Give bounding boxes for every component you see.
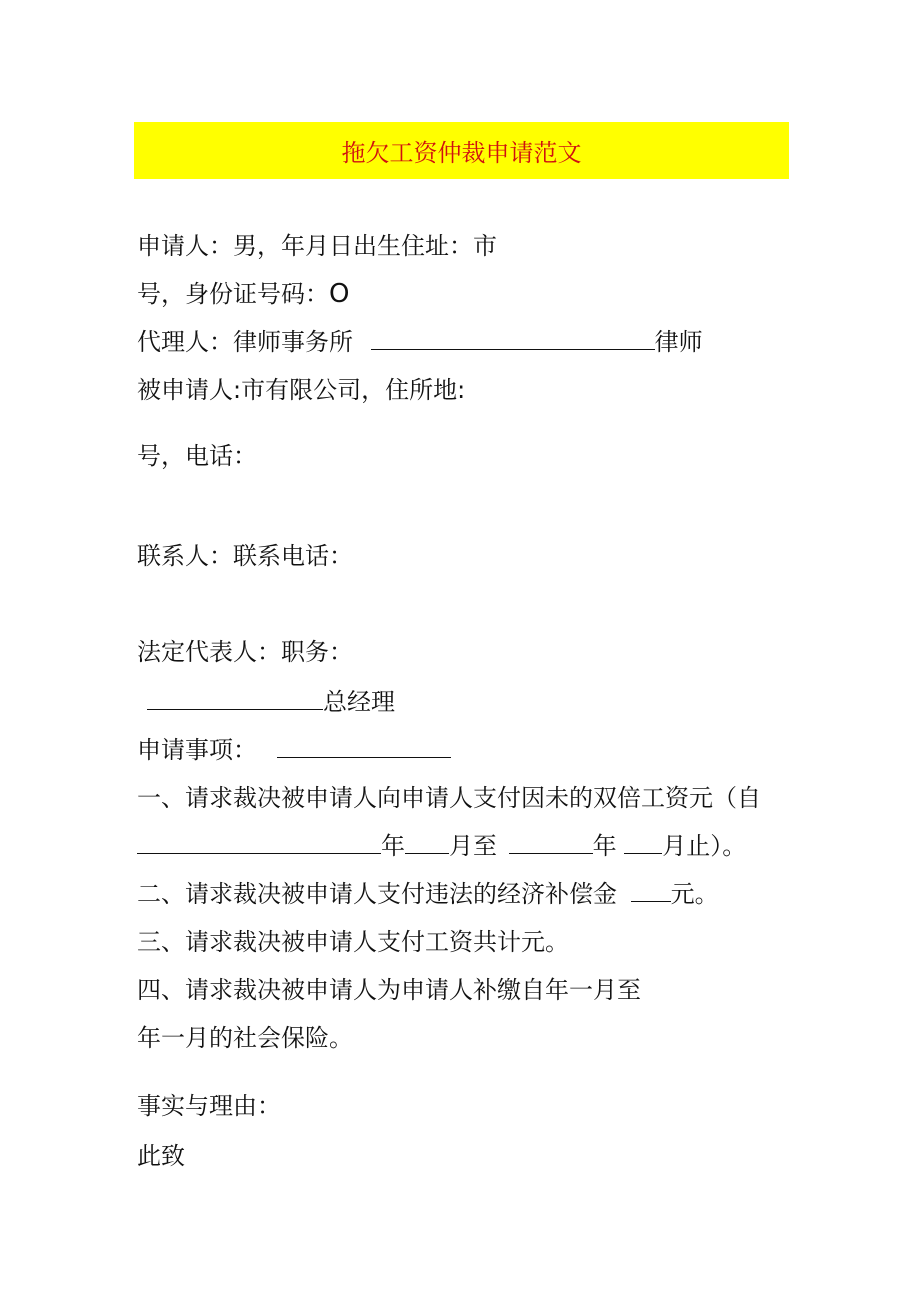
item-1-month-to-label: 月至 [449,832,497,860]
item-2-amount-blank [631,879,671,902]
agent-suffix: 律师 [654,328,703,356]
id-number-value: O [329,279,350,309]
items-heading-blank [277,735,451,758]
items-heading-line [137,734,451,766]
item-1-end-label: 月止）。 [662,832,747,860]
facts-heading: 事实与理由： [137,1092,281,1120]
contact-line: 联系人：联系电话： [137,542,353,570]
item-1-end-year-blank [509,831,593,854]
item-2-text: 二、请求裁决被申请人支付违法的经济补偿金 [137,880,617,908]
manager-line [147,686,395,718]
item-4-continuation-line: 年一月的社会保险。 [137,1024,353,1052]
agent-label: 代理人：律师事务所 [137,328,353,356]
item-2-line [137,878,719,910]
id-number-line [137,278,349,310]
item-4-line: 四、请求裁决被申请人为申请人补缴自年一月至 [137,976,641,1004]
document-title: 拖欠工资仲裁申请范文 [341,139,582,167]
item-1-year-label: 年 [381,832,405,860]
manager-name-blank [147,687,323,710]
closing-line: 此致 [137,1142,185,1170]
document-title-banner [134,122,789,179]
item-1-start-month-blank [405,831,449,854]
items-heading: 申请事项： [137,736,257,764]
applicant-line: 申请人：男，年月日出生住址：市 [137,232,497,260]
item-1-end-month-blank [624,831,662,854]
item-3-line: 三、请求裁决被申请人支付工资共计元。 [137,928,569,956]
agent-line [137,326,703,358]
item-1-year2-label: 年 [592,832,617,860]
phone-line: 号，电话： [137,442,257,470]
id-number-label: 号，身份证号码： [137,280,329,308]
legal-representative-line: 法定代表人：职务： [137,638,353,666]
manager-title: 总经理 [323,688,395,716]
item-1-start-year-blank [137,831,381,854]
item-2-unit: 元。 [670,880,719,908]
item-1-period-line [137,830,746,862]
agent-name-blank [371,327,655,350]
item-1-line: 一、请求裁决被申请人向申请人支付因未的双倍工资元（自 [137,784,761,812]
respondent-line: 被申请人:市有限公司，住所地: [137,376,466,404]
